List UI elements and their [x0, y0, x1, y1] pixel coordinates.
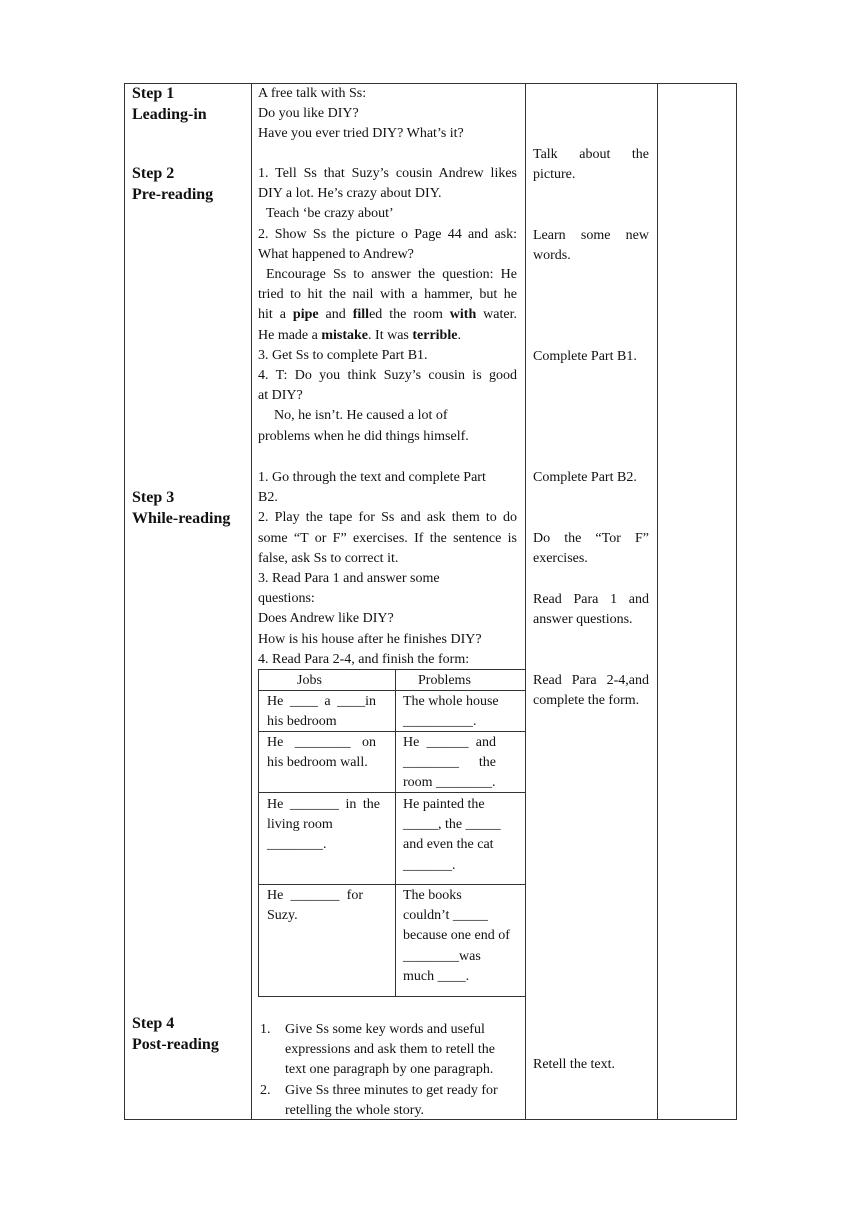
student-activity-2: Learn some new words.: [533, 228, 649, 264]
table-border-right: [736, 83, 737, 1120]
form-header-problems: Problems: [418, 673, 471, 688]
student-activity-1: Talk about the picture.: [533, 147, 649, 183]
student-activity-5: Do the “Tor F” exercises.: [533, 531, 649, 567]
student-activity-6: Read Para 1 and answer questions.: [533, 592, 649, 628]
form-border-top: [258, 669, 525, 670]
step-2-label: Step 2 Pre-reading: [132, 165, 214, 203]
form-row-4-job: He _______ for Suzy.: [267, 888, 363, 924]
form-row-2-job: He ________ on his bedroom wall.: [267, 735, 376, 771]
teacher-step-2: 1. Tell Ss that Suzy’s cousin Andrew likes DIY a lot. He’s crazy about DIY. Teach ‘be crazy about’ 2. Show Ss the picture o Page 44 and ask: What happened to Andrew? Encourage Ss to answer the question: He tried to hit the nail with a hammer, but he hit a pipe and filled the room with water. He made a mistake. It was terrible. 3. Get Ss to complete Part B1. 4. T: Do you think Suzy’s cousin is good at DIY? No, he isn’t. He caused a lot of problems when he did things himself.: [258, 166, 518, 444]
teacher-step-1: A free talk with Ss: Do you like DIY? Have you ever tried DIY? What’s it?: [258, 86, 464, 142]
step-3-label: Step 3 While-reading: [132, 489, 231, 527]
student-activity-4: Complete Part B2.: [533, 470, 637, 485]
student-activity-7: Read Para 2-4,and complete the form.: [533, 673, 649, 709]
teacher-step-3: 1. Go through the text and complete Part B2. 2. Play the tape for Ss and ask them to do some “T or F” exercises. If the sentence is false, ask Ss to correct it. 3. Read Para 1 and answer some questions: Does Andrew like DIY? How is his house after he finishes DIY? 4. Read Para 2-4, and finish the form:: [258, 470, 517, 667]
step-1-label: Step 1 Leading-in: [132, 85, 207, 123]
form-row-1-job: He ____ a ____in his bedroom: [267, 694, 376, 730]
form-border-bottom: [258, 996, 525, 997]
student-activity-3: Complete Part B1.: [533, 349, 637, 364]
column-divider-2: [525, 83, 526, 1120]
form-row-4-problem: The books couldn’t _____ because one end of ________was much ____.: [403, 888, 510, 984]
form-border-left: [258, 669, 259, 997]
table-border-left: [124, 83, 125, 1120]
form-row-line-4: [258, 884, 525, 885]
form-row-3-job: He _______ in the living room ________.: [267, 797, 380, 853]
step-4-label: Step 4 Post-reading: [132, 1015, 219, 1053]
column-divider-1: [251, 83, 252, 1120]
column-divider-3: [657, 83, 658, 1120]
form-col-divider: [395, 669, 396, 997]
form-row-2-problem: He ______ and ________ the room ________.: [403, 735, 496, 791]
form-row-3-problem: He painted the _____, the _____ and even the cat _______.: [403, 797, 501, 873]
form-header-jobs: Jobs: [297, 673, 322, 688]
form-row-1-problem: The whole house __________.: [403, 694, 499, 730]
student-activity-8: Retell the text.: [533, 1057, 616, 1072]
